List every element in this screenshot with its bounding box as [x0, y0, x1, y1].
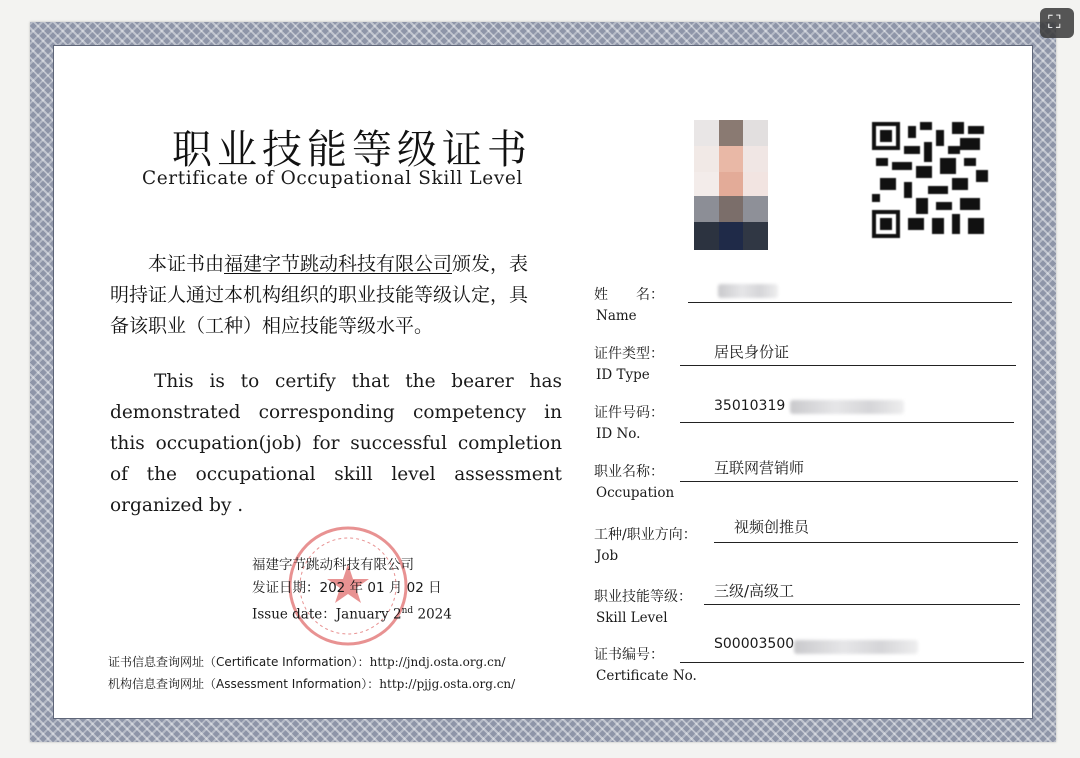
id-type-underline	[680, 365, 1016, 366]
intro-en	[110, 366, 562, 521]
id-no-label-cn: 证件号码：	[594, 405, 664, 421]
issuer-organization: 福建字节跳动科技有限公司	[252, 557, 414, 573]
name-label-en: Name	[596, 308, 637, 324]
intro-cn-suffix: 颁发，表明持证人通过本机构组织的职业技能等级认定，具备该职业（工种）相应技能等级水平。	[110, 253, 529, 337]
skill-level-label-en: Skill Level	[596, 610, 668, 626]
org-info-label: 机构信息查询网址（Assessment Information）	[108, 677, 368, 691]
name-redaction	[718, 284, 778, 298]
name-label-cn: 姓 名：	[594, 287, 664, 303]
certificate-body	[54, 46, 1032, 718]
qr-code	[872, 122, 988, 238]
issue-date-cn: 发证日期：202 年 01 月 02 日	[252, 580, 442, 596]
id-no-redaction	[790, 400, 904, 414]
id-no-underline	[680, 422, 1014, 423]
intro-cn	[110, 249, 538, 342]
issuing-organization: 福建字节跳动科技有限公司	[224, 253, 453, 275]
intro-cn-prefix: 本证书由	[148, 253, 225, 275]
skill-level-underline	[704, 604, 1020, 605]
certificate-border	[30, 22, 1056, 742]
certificate-title-en: Certificate of Occupational Skill Level	[142, 168, 523, 189]
cert-no-underline	[680, 662, 1024, 663]
occupation-label-cn: 职业名称：	[594, 464, 664, 480]
cert-info-url[interactable]: ：http://jndj.osta.org.cn/	[357, 655, 506, 669]
cert-no-label-en: Certificate No.	[596, 668, 697, 684]
certificate-title-cn: 职业技能等级证书	[172, 127, 532, 173]
id-type-label-en: ID Type	[596, 367, 650, 383]
job-label-en: Job	[596, 548, 619, 564]
org-info-url[interactable]: ：http://pjjg.osta.org.cn/	[367, 677, 516, 691]
job-underline	[714, 542, 1018, 543]
issue-date-en	[252, 600, 452, 627]
id-type-value: 居民身份证	[714, 343, 790, 361]
scan-icon[interactable]: ⛶	[1040, 8, 1074, 38]
cert-no-value: S00003500	[714, 636, 795, 652]
issue-date-en-sup: nd	[401, 606, 414, 616]
skill-level-label-cn: 职业技能等级：	[594, 589, 692, 605]
occupation-label-en: Occupation	[596, 485, 675, 501]
query-links	[108, 651, 515, 695]
name-underline	[688, 302, 1012, 303]
intro-en-text: This is to certify that the bearer has demonstrated corresponding competency in this occupation(job) for successful completion of the occupational skill level assessment organized by .	[110, 371, 562, 516]
occupation-value: 互联网营销师	[714, 459, 805, 477]
issue-date-en-prefix: Issue date：January 2	[252, 606, 402, 623]
occupation-underline	[680, 481, 1018, 482]
skill-level-value: 三级/高级工	[714, 582, 795, 600]
issue-date-en-year: 2024	[417, 606, 452, 623]
job-value: 视频创推员	[734, 518, 810, 536]
id-no-label-en: ID No.	[596, 426, 641, 442]
holder-photo	[694, 120, 768, 250]
id-type-label-cn: 证件类型：	[594, 346, 664, 362]
job-label-cn: 工种/职业方向：	[594, 527, 697, 543]
cert-no-label-cn: 证书编号：	[594, 647, 664, 663]
issuer-block	[252, 554, 452, 627]
cert-info-label: 证书信息查询网址（Certificate Information）	[108, 655, 358, 669]
id-no-value: 35010319	[714, 398, 786, 414]
cert-no-redaction	[794, 640, 918, 654]
